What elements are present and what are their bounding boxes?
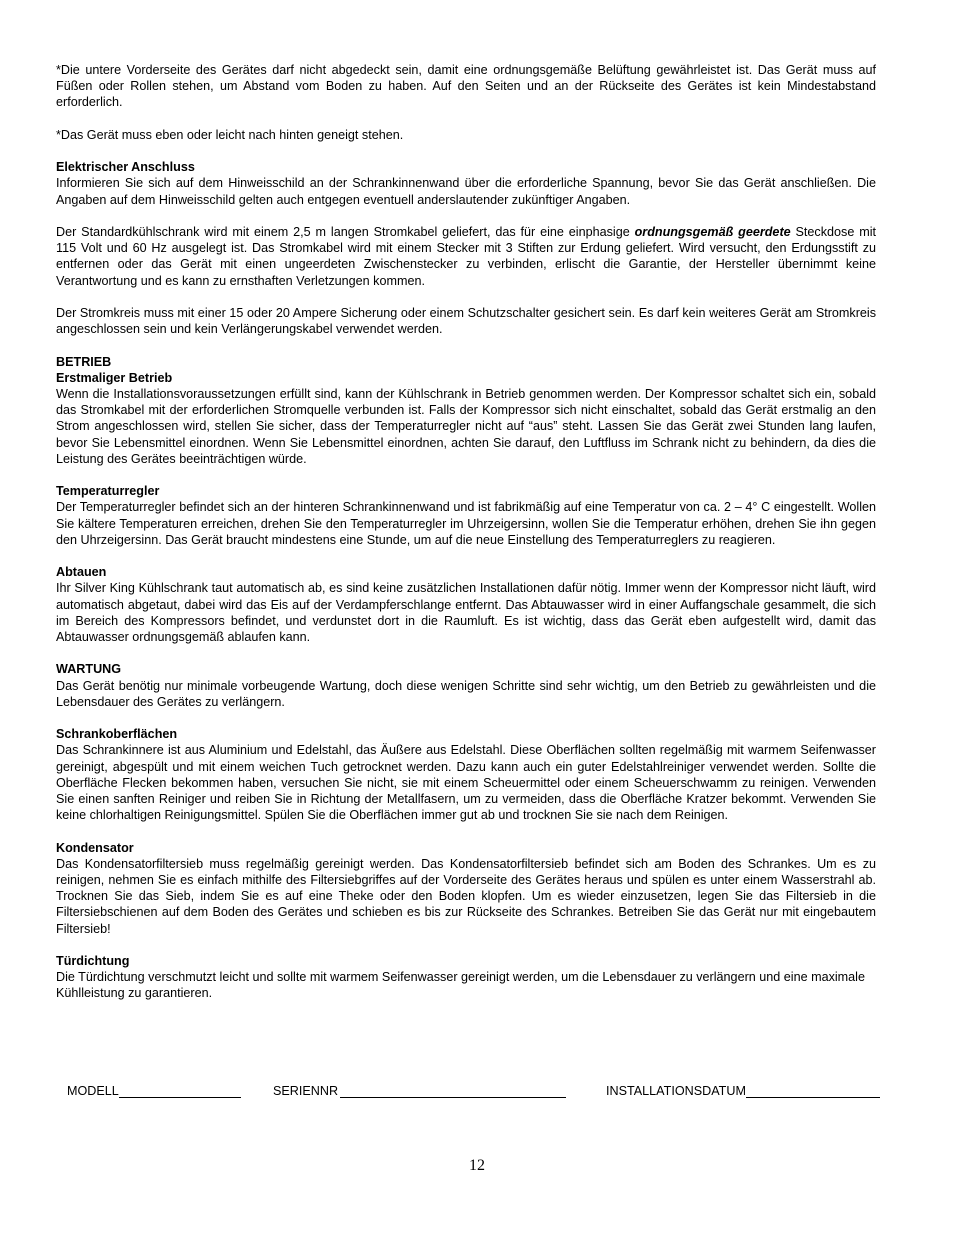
blank-line-install-date[interactable] bbox=[746, 1082, 880, 1098]
intro-paragraph-level: *Das Gerät muss eben oder leicht nach hinten geneigt stehen. bbox=[56, 127, 404, 142]
text-defrost: Ihr Silver King Kühlschrank taut automatisch ab, es sind keine zusätzlichen Installationen dafür nötig. Immer wenn der Kompressor nicht läuft, wird automatisch abgetaut, dabei wird das Eis auf der Verdampferschlange entfernt. Das Abtauwasser wird in einer Auffangschale gesammelt, die sich im Bereich des Kompressors befindet, und verdunstet dort in die Raumluft. Es ist wichtig, dass das Gerät eben aufgestellt wird, damit das Abtauwasser ordnungsgemäß ablaufen kann. bbox=[56, 581, 876, 644]
heading-cabinet-surfaces: Schrankoberflächen bbox=[56, 727, 178, 742]
section-electrical bbox=[56, 159, 876, 208]
field-install-date bbox=[606, 1082, 880, 1098]
section-defrost bbox=[56, 564, 876, 645]
cable-text-before: Der Standardkühlschrank wird mit einem 2,5 m langen Stromkabel geliefert, das für eine einphasige bbox=[56, 224, 635, 239]
field-serial bbox=[273, 1082, 566, 1098]
section-first-operation bbox=[56, 354, 876, 467]
text-electrical: Informieren Sie sich auf dem Hinweisschild an der Schrankinnenwand über die erforderliche Spannung, bevor Sie das Gerät anschließen. Die Angaben auf dem Hinweisschild gelten auch entgegen eventuell anderslautender zukünftiger Angaben. bbox=[56, 176, 876, 207]
section-door-gasket bbox=[56, 953, 876, 1002]
field-model bbox=[67, 1082, 241, 1098]
heading-maintenance: WARTUNG bbox=[56, 662, 122, 677]
heading-condenser: Kondensator bbox=[56, 840, 134, 855]
heading-first-operation: Erstmaliger Betrieb bbox=[56, 370, 173, 385]
blank-line-serial[interactable] bbox=[340, 1082, 566, 1098]
heading-defrost: Abtauen bbox=[56, 565, 107, 580]
section-thermostat bbox=[56, 483, 876, 548]
page-number: 12 bbox=[469, 1157, 485, 1174]
label-serial: SERIENNR bbox=[273, 1084, 339, 1098]
blank-line-model[interactable] bbox=[119, 1082, 241, 1098]
heading-thermostat: Temperaturregler bbox=[56, 484, 160, 499]
text-door-gasket: Die Türdichtung verschmutzt leicht und sollte mit warmem Seifenwasser gereinigt werden, um die Lebensdauer zu verlängern und eine maximale Kühlleistung zu garantieren. bbox=[56, 970, 865, 1001]
section-condenser bbox=[56, 840, 876, 937]
text-cabinet-surfaces: Das Schrankinnere ist aus Aluminium und Edelstahl, das Äußere aus Edelstahl. Diese Oberflächen sollten regelmäßig mit warmem Seifenwasser gereinigt, abgespült und mit einem weichen Tuch getrocknet werden. Dazu kann auch ein guter Edelstahlreiniger verwendet werden. Sollte die Oberfläche Flecken bekommen haben, versuchen Sie nicht, sie mit einem Scheuermittel oder einem Scheuerschwamm zu reinigen. Verwenden Sie einen sanften Reiniger und reiben Sie in Richtung der Metallfasern, um zu vermeiden, dass die Oberfläche Kratzer bekommt. Verwenden Sie keine chlorhaltigen Reinigungsmittel. Spülen Sie die Oberflächen immer gut ab und trocknen Sie sie nach dem Reinigen. bbox=[56, 743, 876, 823]
cable-text-after: Steckdose mit 115 Volt und 60 Hz ausgelegt ist. Das Stromkabel wird mit einem Stecker mit 3 Stiften zur Erdung geliefert. Wird versucht, den Erdungsstift zu entfernen oder das Gerät mit einen ungeerdeten Zwischenstecker zu verbinden, erlischt die Garantie, der Hersteller übernimmt keine Verantwortung und es kann zu ernsthaften Verletzungen kommen. bbox=[56, 224, 876, 288]
paragraph-power-cable bbox=[56, 224, 876, 289]
paragraph-circuit: Der Stromkreis muss mit einer 15 oder 20 Ampere Sicherung oder einem Schutzschalter gesichert sein. Es darf kein weiteres Gerät am Stromkreis angeschlossen sein und kein Verlängerungskabel verwendet werden. bbox=[56, 305, 876, 337]
text-condenser: Das Kondensatorfiltersieb muss regelmäßig gereinigt werden. Das Kondensatorfiltersieb befindet sich am Boden des Schrankes. Um es zu reinigen, nehmen Sie es einfach mithilfe des Filtersiebgriffes auf der Vorderseite des Gerätes heraus und spülen es unter einem Wasserstrahl ab. Trocknen Sie das Sieb, indem Sie es auf eine Theke oder den Boden klopfen. Um es wieder einzusetzen, legen Sie das Filtersieb in die Filtersiebschienen auf dem Boden des Gerätes und schieben es bis zur Rückseite des Schrankes. Betreiben Sie das Gerät nur mit eingebautem Filtersieb! bbox=[56, 856, 876, 936]
document-body bbox=[56, 62, 876, 1018]
text-maintenance: Das Gerät benötig nur minimale vorbeugende Wartung, doch diese wenigen Schritte sind sehr wichtig, um den Betrieb zu gewährleisten und die Lebensdauer des Gerätes zu verlängern. bbox=[56, 678, 876, 709]
cable-text-emphasis: ordnungsgemäß geerdete bbox=[634, 224, 791, 239]
intro-paragraph-ventilation: *Die untere Vorderseite des Gerätes darf nicht abgedeckt sein, damit eine ordnungsgemäße Belüftung gewährleistet ist. Das Gerät muss auf Füßen oder Rollen stehen, um Abstand vom Boden zu haben. Auf den Seiten und an der Rückseite des Gerätes ist kein Mindestabstand erforderlich. bbox=[56, 63, 876, 110]
section-maintenance bbox=[56, 661, 876, 710]
text-first-operation: Wenn die Installationsvoraussetzungen erfüllt sind, kann der Kühlschrank in Betrieb genommen werden. Der Kompressor schaltet sich ein, sobald das Stromkabel mit der erforderlichen Stromquelle verbunden ist. Falls der Kompressor sich nicht einschaltet, sobald das Gerät erstmalig an den Strom angeschlossen wird, stellen Sie sicher, dass der Temperaturregler nicht auf “aus” steht. Lassen Sie das Gerät zwei Stunden lang laufen, bevor Sie Lebensmittel einordnen. Wenn Sie Lebensmittel einordnen, achten Sie darauf, den Luftfluss im Schrank nicht zu behindern, da dies die Leistung des Gerätes beeinträchtigen würde. bbox=[56, 386, 876, 466]
label-install-date: INSTALLATIONSDATUM bbox=[606, 1084, 746, 1098]
heading-operation: BETRIEB bbox=[56, 354, 112, 369]
record-fields bbox=[67, 1082, 907, 1102]
heading-door-gasket: Türdichtung bbox=[56, 954, 130, 968]
label-model: MODELL bbox=[67, 1084, 119, 1098]
text-thermostat: Der Temperaturregler befindet sich an der hinteren Schrankinnenwand und ist fabrikmäßig auf eine Temperatur von ca. 2 – 4° C eingestellt. Wollen Sie kältere Temperaturen erreichen, drehen Sie den Temperaturregler im Uhrzeigersinn, wollen Sie die Temperatur erhöhen, drehen Sie ihn gegen den Uhrzeigersinn. Das Gerät braucht mindestens eine Stunde, um auf die neue Einstellung des Temperaturreglers zu reagieren. bbox=[56, 500, 876, 547]
heading-electrical: Elektrischer Anschluss bbox=[56, 160, 195, 175]
section-cabinet-surfaces bbox=[56, 726, 876, 823]
